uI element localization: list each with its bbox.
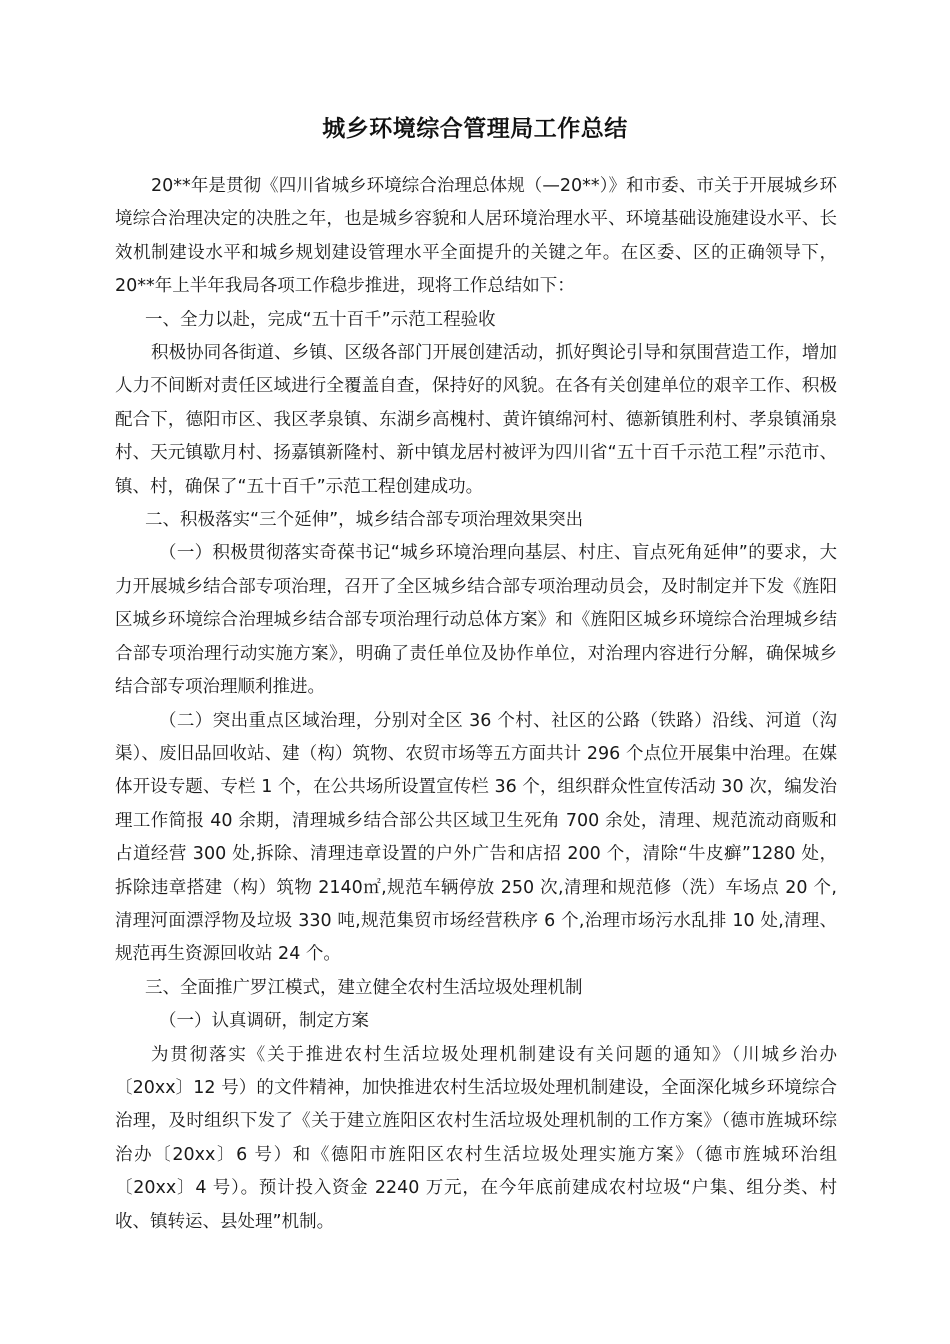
section-2-item-2-paragraph: （二）突出重点区域治理，分别对全区 36 个村、社区的公路（铁路）沿线、河道（沟渠）、废旧品回收站、建（构）筑物、农贸市场等五方面共计 296 个点位开展集中治理。在媒体开设专题、专栏 1 个，在公共场所设置宣传栏 36 个，组织群众性宣传活动 30 次，编发治理工作简报 40 余期，清理城乡结合部公共区域卫生死角 700 余处，清理、规范流动商贩和占道经营 300 处,拆除、清理违章设置的户外广告和店招 200 个，清除“牛皮癣”1280 处，拆除违章搭建（构）筑物 2140㎡,规范车辆停放 250 次,清理和规范修（洗）车场点 20 个,清理河面漂浮物及垃圾 330 吨,规范集贸市场经营秩序 6 个,治理市场污水乱排 10 处,清理、规范再生资源回收站 24 个。 bbox=[115, 710, 837, 965]
section-heading-1: 一、全力以赴，完成“五十百千”示范工程验收 bbox=[145, 309, 496, 330]
document-title: 城乡环境综合管理局工作总结 bbox=[322, 116, 628, 142]
section-3-item-1-paragraph: 为贯彻落实《关于推进农村生活垃圾处理机制建设有关问题的通知》（川城乡治办〔20xx〕12 号）的文件精神，加快推进农村生活垃圾处理机制建设，全面深化城乡环境综合治理，及时组织下发了《关于建立旌阳区农村生活垃圾处理机制的工作方案》（德市旌城环综治办〔20xx〕6 号）和《德阳市旌阳区农村生活垃圾处理实施方案》（德市旌城环治组〔20xx〕4 号）。预计投入资金 2240 万元，在今年底前建成农村垃圾“户集、组分类、村收、镇转运、县处理”机制。 bbox=[115, 1044, 837, 1232]
section-heading-3: 三、全面推广罗江模式，建立健全农村生活垃圾处理机制 bbox=[145, 977, 583, 998]
section-heading-2: 二、积极落实“三个延伸”，城乡结合部专项治理效果突出 bbox=[145, 510, 584, 531]
section-3-subheading-1: （一）认真调研，制定方案 bbox=[159, 1011, 369, 1032]
intro-paragraph: 20**年是贯彻《四川省城乡环境综合治理总体规（—20**）》和市委、市关于开展城乡环境综合治理决定的决胜之年，也是城乡容貌和人居环境治理水平、环境基础设施建设水平、长效机制建设水平和城乡规划建设管理水平全面提升的关键之年。在区委、区的正确领导下，20**年上半年我局各项工作稳步推进，现将工作总结如下： bbox=[115, 176, 837, 297]
section-1-paragraph: 积极协同各街道、乡镇、区级各部门开展创建活动，抓好舆论引导和氛围营造工作，增加人力不间断对责任区域进行全覆盖自查，保持好的风貌。在各有关创建单位的艰辛工作、积极配合下，德阳市区、我区孝泉镇、东湖乡高槐村、黄许镇绵河村、德新镇胜利村、孝泉镇涌泉村、天元镇歇月村、扬嘉镇新隆村、新中镇龙居村被评为四川省“五十百千示范工程”示范市、镇、村，确保了“五十百千”示范工程创建成功。 bbox=[115, 343, 837, 497]
document-body bbox=[115, 170, 837, 1239]
section-2-item-1-paragraph: （一）积极贯彻落实奇葆书记“城乡环境治理向基层、村庄、盲点死角延伸”的要求，大力开展城乡结合部专项治理，召开了全区城乡结合部专项治理动员会，及时制定并下发《旌阳区城乡环境综合治理城乡结合部专项治理行动总体方案》和《旌阳区城乡环境综合治理城乡结合部专项治理行动实施方案》，明确了责任单位及协作单位，对治理内容进行分解，确保城乡结合部专项治理顺利推进。 bbox=[115, 543, 837, 698]
